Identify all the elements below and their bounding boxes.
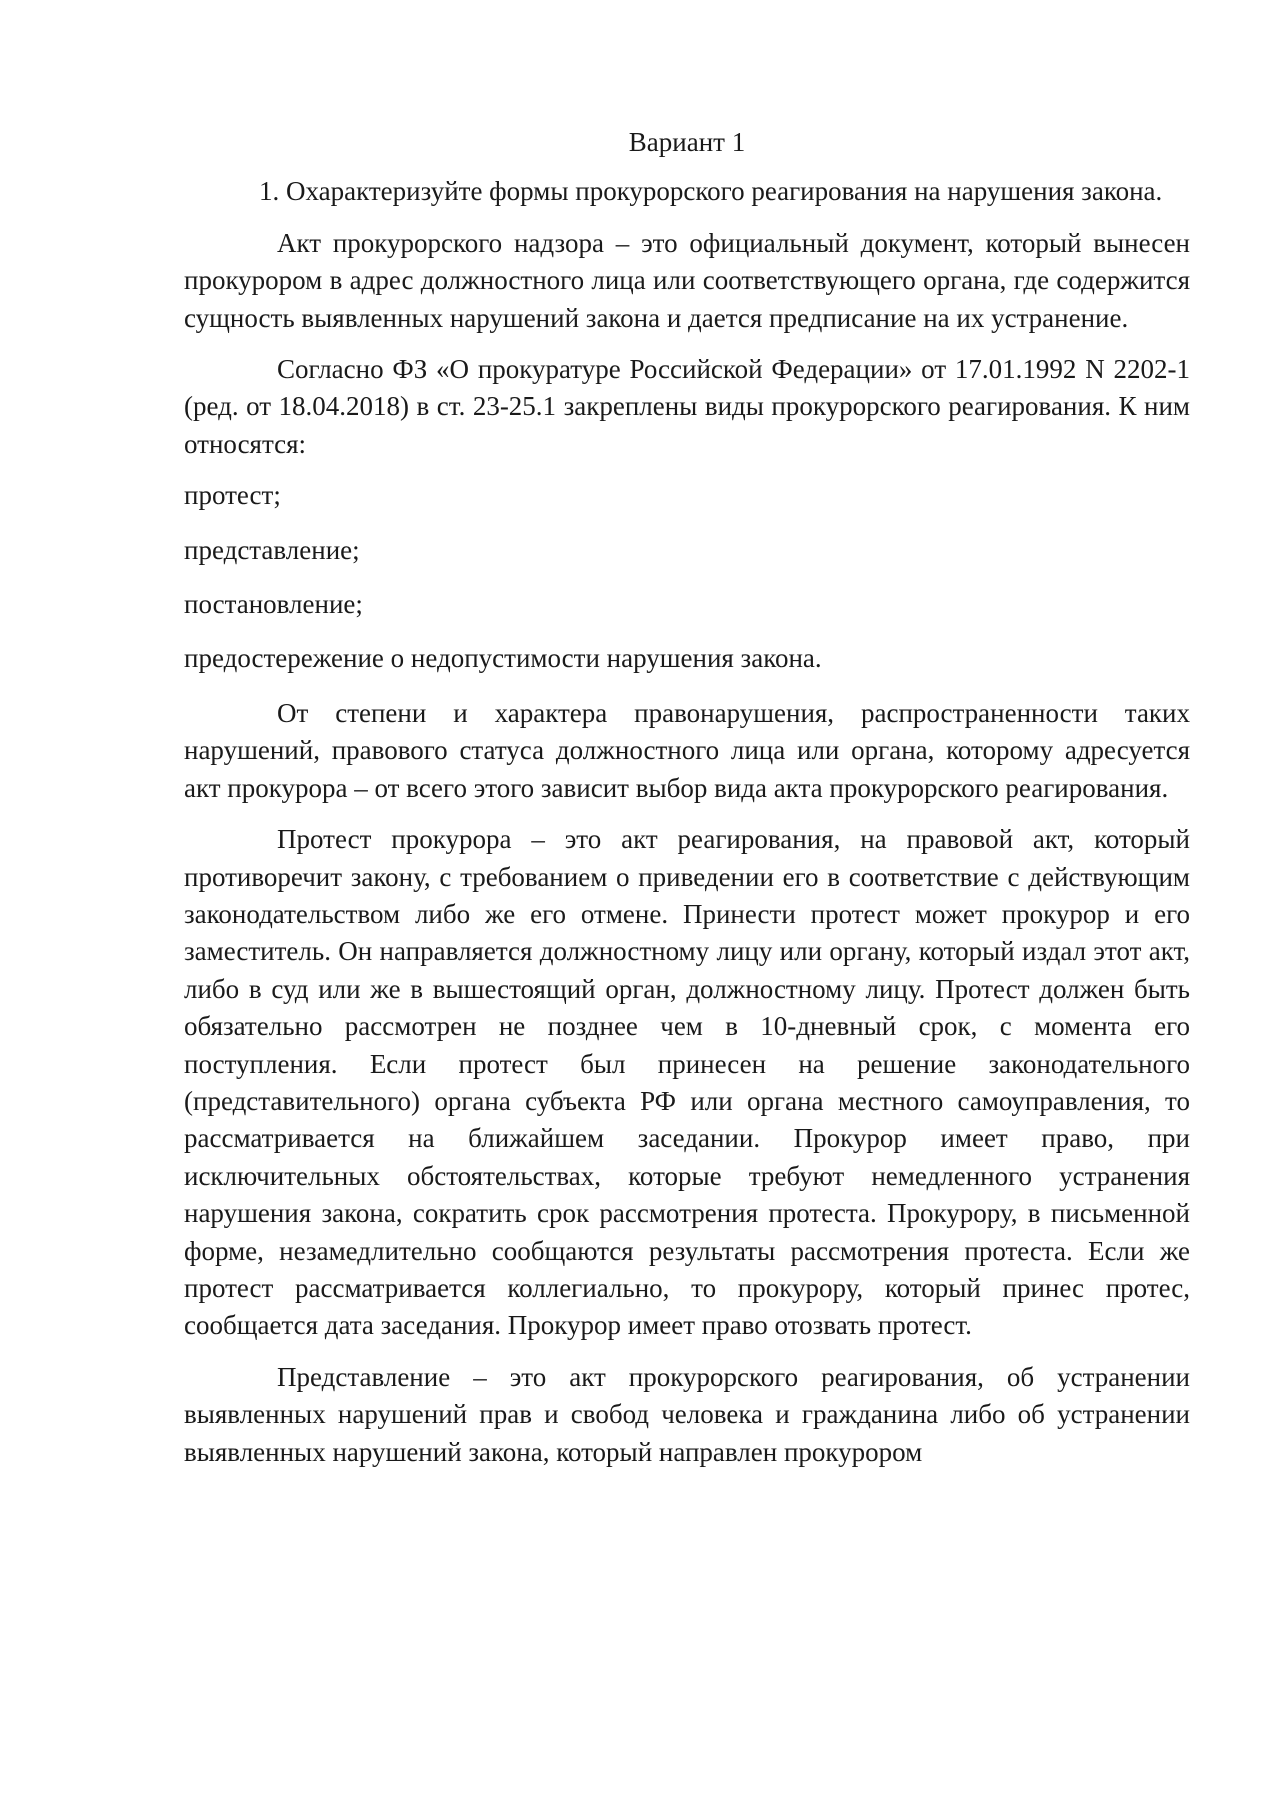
question-heading: 1. Охарактеризуйте формы прокурорского реагирования на нарушения закона. xyxy=(259,176,1163,207)
paragraph-definition: Акт прокурорского надзора – это официальный документ, который вынесен прокурором в адрес должностного лица или соответствующего органа, где содержится сущность выявленных нарушений закона и дается предписание на их устранение. xyxy=(184,227,1190,333)
document-title: Вариант 1 xyxy=(628,127,746,157)
paragraph-submission: Представление – это акт прокурорского реагирования, об устранении выявленных нарушений прав и свобод человека и гражданина либо об устранении выявленных нарушений закона, который направлен прокурором xyxy=(184,1361,1190,1467)
list-item-protest: протест; xyxy=(184,480,281,511)
paragraph-protest: Протест прокурора – это акт реагирования, на правовой акт, который противоречит закону, с требованием о приведении его в соответствие с действующим законодательством либо же его отмене. Принести протест может прокурор и его заместитель. Он направляется должностному лицу или органу, который издал этот акт, либо в суд или же в вышестоящий орган, должностному лицу. Протест должен быть обязательно рассмотрен не позднее чем в 10-дневный срок, с момента его поступления. Если протест был принесен на решение законодательного (представительного) органа субъекта РФ или органа местного самоуправления, то рассматривается на ближайшем заседании. Прокурор имеет право, при исключительных обстоятельствах, которые требуют немедленного устранения нарушения закона, сократить срок рассмотрения протеста. Прокурору, в письменной форме, незамедлительно сообщаются результаты рассмотрения протеста. Если же протест рассматривается коллегиально, то прокурору, который принес протес, сообщается дата заседания. Прокурор имеет право отозвать протест. xyxy=(184,824,1190,1341)
document-body xyxy=(184,124,1190,1485)
paragraph-choice-of-act: От степени и характера правонарушения, распространенности таких нарушений, правового статуса должностного лица или органа, которому адресуется акт прокурора – от всего этого зависит выбор вида акта прокурорского реагирования. xyxy=(184,697,1190,803)
list-item-submission: представление; xyxy=(184,534,360,565)
list-item-warning: предостережение о недопустимости нарушения закона. xyxy=(184,643,822,674)
list-item-resolution: постановление; xyxy=(184,589,363,620)
paragraph-law-reference: Согласно ФЗ «О прокуратуре Российской Федерации» от 17.01.1992 N 2202-1 (ред. от 18.04.2018) в ст. 23-25.1 закреплены виды прокурорского реагирования. К ним относятся: xyxy=(184,354,1190,459)
